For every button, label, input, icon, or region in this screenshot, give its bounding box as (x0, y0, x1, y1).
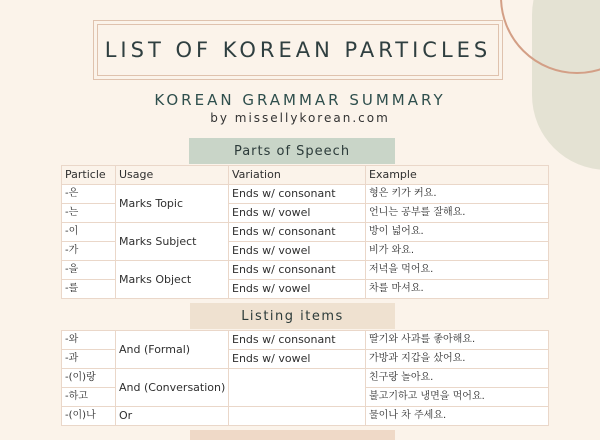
particle-cell: -을 (62, 261, 116, 280)
example-cell: 차를 마셔요. (366, 280, 549, 299)
variation-cell: Ends w/ consonant (229, 185, 366, 204)
parts-of-speech-table (61, 165, 549, 299)
variation-cell: Ends w/ consonant (229, 261, 366, 280)
table-row (62, 407, 549, 426)
section-heading-parts-of-speech: Parts of Speech (189, 138, 395, 164)
usage-cell: And (Conversation) (116, 369, 229, 407)
byline: by missellykorean.com (210, 111, 390, 125)
particle-cell: -(이)랑 (62, 369, 116, 388)
variation-cell (229, 369, 366, 407)
example-cell: 비가 와요. (366, 242, 549, 261)
particle-cell: -는 (62, 204, 116, 223)
example-cell: 형은 키가 커요. (366, 185, 549, 204)
table-row (62, 331, 549, 350)
particle-cell: -이 (62, 223, 116, 242)
column-header-usage: Usage (116, 166, 229, 185)
table-row (62, 223, 549, 242)
variation-cell: Ends w/ consonant (229, 331, 366, 350)
section-heading-next (190, 430, 395, 440)
example-cell: 물이나 차 주세요. (366, 407, 549, 426)
table-row (62, 185, 549, 204)
usage-cell: Or (116, 407, 229, 426)
example-cell: 저녁을 먹어요. (366, 261, 549, 280)
particle-cell: -와 (62, 331, 116, 350)
column-header-variation: Variation (229, 166, 366, 185)
variation-cell: Ends w/ vowel (229, 350, 366, 369)
example-cell: 방이 넓어요. (366, 223, 549, 242)
usage-cell: Marks Subject (116, 223, 229, 261)
variation-cell: Ends w/ vowel (229, 280, 366, 299)
table-row (62, 261, 549, 280)
particle-cell: -과 (62, 350, 116, 369)
section-heading-listing-items: Listing items (190, 303, 395, 329)
example-cell: 언니는 공부를 잘해요. (366, 204, 549, 223)
example-cell: 불고기하고 냉면을 먹어요. (366, 388, 549, 407)
column-header-example: Example (366, 166, 549, 185)
listing-items-table (61, 330, 549, 426)
variation-cell: Ends w/ consonant (229, 223, 366, 242)
page-subtitle: KOREAN GRAMMAR SUMMARY (154, 91, 446, 109)
particle-cell: -(이)나 (62, 407, 116, 426)
example-cell: 딸기와 사과를 좋아해요. (366, 331, 549, 350)
variation-cell: Ends w/ vowel (229, 242, 366, 261)
column-header-particle: Particle (62, 166, 116, 185)
variation-cell (229, 407, 366, 426)
variation-cell: Ends w/ vowel (229, 204, 366, 223)
usage-cell: And (Formal) (116, 331, 229, 369)
particle-cell: -가 (62, 242, 116, 261)
usage-cell: Marks Topic (116, 185, 229, 223)
example-cell: 가방과 지갑을 샀어요. (366, 350, 549, 369)
particle-cell: -를 (62, 280, 116, 299)
table-header-row (62, 166, 549, 185)
table-row (62, 369, 549, 388)
example-cell: 친구랑 놀아요. (366, 369, 549, 388)
usage-cell: Marks Object (116, 261, 229, 299)
page-title: LIST OF KOREAN PARTICLES (104, 38, 492, 62)
particle-cell: -은 (62, 185, 116, 204)
decorative-circle (500, 0, 600, 74)
particle-cell: -하고 (62, 388, 116, 407)
